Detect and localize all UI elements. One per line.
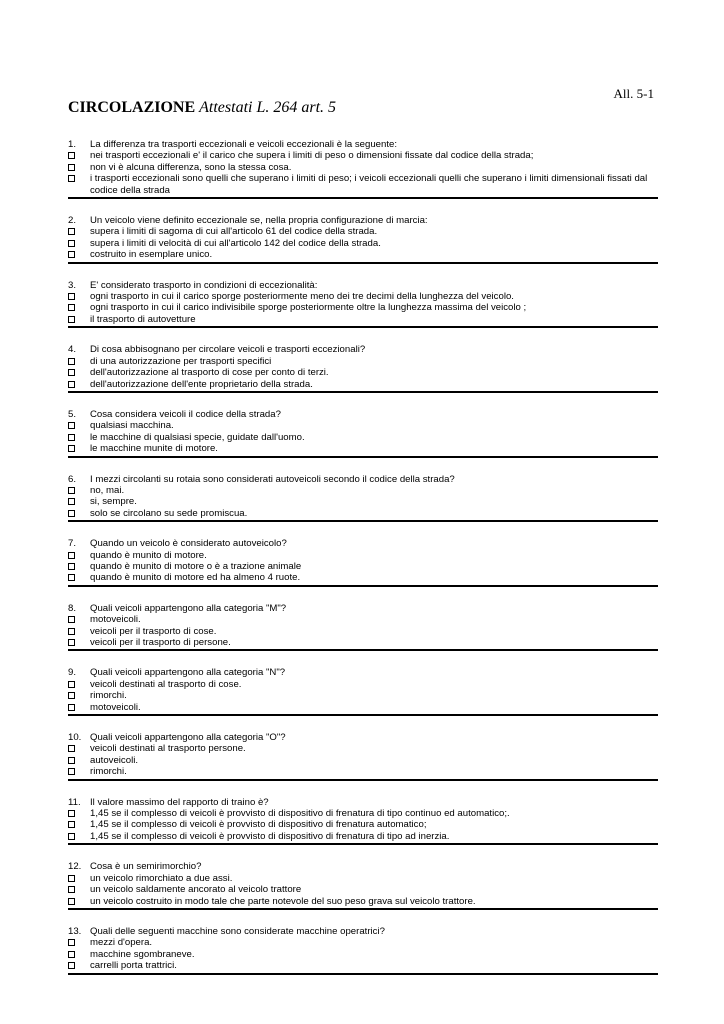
answer-checkbox[interactable] [68, 757, 75, 764]
question-line [68, 797, 658, 808]
answer-option [68, 679, 658, 690]
question-number: 6. [68, 473, 77, 485]
answer-checkbox[interactable] [68, 886, 75, 893]
question-item [68, 474, 658, 523]
answer-option [68, 819, 658, 830]
document-title [68, 99, 336, 117]
answer-option [68, 550, 658, 561]
answer-option [68, 496, 658, 507]
answer-text: dell'autorizzazione al trasporto di cose per conto di terzi. [90, 367, 329, 379]
answer-text: veicoli per il trasporto di persone. [90, 637, 231, 648]
answer-option [68, 162, 658, 173]
question-item [68, 861, 658, 910]
question-line [68, 344, 658, 355]
question-line [68, 667, 658, 678]
question-item [68, 667, 658, 716]
question-line [68, 926, 658, 937]
answer-checkbox[interactable] [68, 821, 75, 828]
answer-checkbox[interactable] [68, 704, 75, 711]
answer-option [68, 937, 658, 948]
question-line [68, 538, 658, 549]
answer-checkbox[interactable] [68, 422, 75, 429]
answer-option [68, 808, 658, 819]
answer-checkbox[interactable] [68, 498, 75, 505]
answer-text: quando è munito di motore ed ha almeno 4 ruote. [90, 572, 301, 584]
answer-checkbox[interactable] [68, 681, 75, 688]
answer-option [68, 379, 658, 390]
question-text: Quali veicoli appartengono alla categoria "M"? [90, 602, 287, 614]
answer-text: veicoli destinati al trasporto di cose. [90, 678, 242, 690]
question-number: 4. [68, 344, 77, 356]
question-text: Cosa è un semirimorchio? [90, 861, 202, 873]
answer-text: rimorchi. [90, 690, 127, 702]
question-number: 5. [68, 408, 77, 420]
answer-checkbox[interactable] [68, 745, 75, 752]
answer-checkbox[interactable] [68, 939, 75, 946]
answer-text: motoveicoli. [90, 701, 141, 713]
answer-text: il trasporto di autovetture [90, 313, 196, 325]
question-item [68, 139, 658, 199]
answer-checkbox[interactable] [68, 510, 75, 517]
answer-text: non vi è alcuna differenza, sono la stessa cosa. [90, 161, 292, 173]
answer-text: ogni trasporto in cui il carico sporge posteriormente meno dei tre decimi della lunghezza del veicolo. [90, 291, 514, 303]
answer-option [68, 873, 658, 884]
question-number: 7. [68, 538, 77, 550]
question-item [68, 732, 658, 781]
answer-option [68, 766, 658, 777]
answer-checkbox[interactable] [68, 445, 75, 452]
answer-text: si, sempre. [90, 496, 137, 508]
answer-text: 1,45 se il complesso di veicoli è provvisto di dispositivo di frenatura automatico; [90, 819, 427, 831]
question-text: Quali delle seguenti macchine sono considerate macchine operatrici? [90, 925, 385, 937]
answer-text: 1,45 se il complesso di veicoli è provvisto di dispositivo di frenatura di tipo continuo ed automatico;. [90, 808, 510, 820]
answer-option [68, 150, 658, 161]
answer-checkbox[interactable] [68, 768, 75, 775]
answer-checkbox[interactable] [68, 293, 75, 300]
answer-option [68, 755, 658, 766]
question-number: 2. [68, 215, 77, 227]
answer-text: veicoli destinati al trasporto persone. [90, 743, 246, 755]
answer-checkbox[interactable] [68, 240, 75, 247]
question-text: Quali veicoli appartengono alla categoria "N"? [90, 667, 286, 679]
answer-option [68, 314, 658, 325]
answer-checkbox[interactable] [68, 898, 75, 905]
answer-option [68, 226, 658, 237]
answer-option [68, 302, 658, 313]
answer-text: no, mai. [90, 484, 125, 496]
answer-checkbox[interactable] [68, 962, 75, 969]
question-text: Un veicolo viene definito eccezionale se, nella propria configurazione di marcia: [90, 215, 428, 227]
answer-option [68, 896, 658, 907]
answer-text: un veicolo saldamente ancorato al veicolo trattore [90, 884, 302, 896]
answer-option [68, 702, 658, 713]
answer-checkbox[interactable] [68, 381, 75, 388]
answer-text: autoveicoli. [90, 754, 138, 766]
answer-checkbox[interactable] [68, 369, 75, 376]
answer-option [68, 443, 658, 454]
answer-checkbox[interactable] [68, 574, 75, 581]
attachment-reference: All. 5-1 [613, 86, 654, 101]
answer-text: un veicolo rimorchiato a due assi. [90, 872, 233, 884]
question-text: I mezzi circolanti su rotaia sono considerati autoveicoli secondo il codice della strada? [90, 473, 455, 485]
question-text: Cosa considera veicoli il codice della strada? [90, 408, 281, 420]
answer-text: nei trasporti eccezionali e' il carico che supera i limiti di peso o dimensioni fissate dal codice della strada; [90, 150, 534, 162]
answer-text: 1,45 se il complesso di veicoli è provvisto di dispositivo di frenatura di tipo ad inerzia. [90, 830, 450, 842]
answer-text: supera i limiti di sagoma di cui all'articolo 61 del codice della strada. [90, 226, 378, 238]
question-item [68, 603, 658, 652]
answer-checkbox[interactable] [68, 175, 75, 182]
answer-text: solo se circolano su sede promiscua. [90, 507, 248, 519]
answer-text: i trasporti eccezionali sono quelli che superano i limiti di peso; i veicoli eccezionali quelli che superano i limiti dimensionali fissati dal codice della strada [90, 173, 648, 196]
question-number: 10. [68, 732, 82, 744]
answer-text: di una autorizzazione per trasporti specifici [90, 355, 272, 367]
answer-checkbox[interactable] [68, 358, 75, 365]
question-text: Il valore massimo del rapporto di traino è? [90, 796, 269, 808]
question-list [68, 139, 658, 991]
answer-text: un veicolo costruito in modo tale che parte notevole del suo peso grava sul veicolo trattore. [90, 895, 476, 907]
question-item [68, 344, 658, 393]
answer-checkbox[interactable] [68, 563, 75, 570]
answer-checkbox[interactable] [68, 251, 75, 258]
question-number: 11. [68, 796, 81, 808]
answer-text: qualsiasi macchina. [90, 420, 174, 432]
question-item [68, 538, 658, 587]
answer-text: le macchine munite di motore. [90, 443, 218, 455]
answer-text: ogni trasporto in cui il carico indivisibile sporge posteriormente oltre la lunghezza massima del veicolo ; [90, 302, 527, 314]
question-item [68, 926, 658, 975]
answer-checkbox[interactable] [68, 833, 75, 840]
question-number: 8. [68, 602, 77, 614]
question-line [68, 280, 658, 291]
answer-option [68, 561, 658, 572]
answer-option [68, 356, 658, 367]
question-line [68, 732, 658, 743]
answer-option [68, 572, 658, 583]
answer-text: dell'autorizzazione dell'ente proprietario della strada. [90, 378, 313, 390]
question-item [68, 409, 658, 458]
answer-option [68, 238, 658, 249]
answer-text: mezzi d'opera. [90, 937, 153, 949]
answer-option [68, 690, 658, 701]
question-text: Quali veicoli appartengono alla categoria "O"? [90, 732, 286, 744]
answer-option [68, 485, 658, 496]
title-main: CIRCOLAZIONE [68, 99, 196, 116]
answer-text: supera i limiti di velocità di cui all'articolo 142 del codice della strada. [90, 237, 381, 249]
answer-text: motoveicoli. [90, 614, 141, 626]
answer-checkbox[interactable] [68, 628, 75, 635]
question-line [68, 409, 658, 420]
answer-checkbox[interactable] [68, 316, 75, 323]
answer-option [68, 420, 658, 431]
answer-option [68, 614, 658, 625]
question-number: 1. [68, 139, 77, 150]
answer-checkbox[interactable] [68, 434, 75, 441]
answer-option [68, 432, 658, 443]
answer-option [68, 291, 658, 302]
answer-checkbox[interactable] [68, 951, 75, 958]
question-item [68, 797, 658, 846]
answer-text: veicoli per il trasporto di cose. [90, 625, 217, 637]
question-line [68, 861, 658, 872]
answer-checkbox[interactable] [68, 692, 75, 699]
answer-option [68, 173, 658, 196]
answer-text: costruito in esemplare unico. [90, 249, 213, 261]
question-text: La differenza tra trasporti eccezionali e veicoli eccezionali è la seguente: [90, 139, 397, 150]
answer-checkbox[interactable] [68, 164, 75, 171]
answer-option [68, 508, 658, 519]
title-subtitle: Attestati L. 264 art. 5 [199, 99, 337, 116]
answer-option [68, 949, 658, 960]
answer-option [68, 743, 658, 754]
question-line [68, 139, 658, 150]
answer-text: quando è munito di motore. [90, 549, 207, 561]
answer-text: rimorchi. [90, 766, 127, 778]
answer-option [68, 637, 658, 648]
answer-text: quando è munito di motore o è a trazione animale [90, 560, 302, 572]
question-item [68, 215, 658, 264]
answer-text: le macchine di qualsiasi specie, guidate dall'uomo. [90, 431, 305, 443]
answer-checkbox[interactable] [68, 152, 75, 159]
answer-checkbox[interactable] [68, 552, 75, 559]
question-number: 9. [68, 667, 77, 679]
question-line [68, 215, 658, 226]
question-line [68, 603, 658, 614]
question-text: E' considerato trasporto in condizioni di eccezionalità: [90, 279, 318, 291]
answer-option [68, 249, 658, 260]
question-text: Quando un veicolo è considerato autoveicolo? [90, 538, 287, 550]
answer-checkbox[interactable] [68, 875, 75, 882]
answer-checkbox[interactable] [68, 616, 75, 623]
question-line [68, 474, 658, 485]
answer-checkbox[interactable] [68, 304, 75, 311]
question-item [68, 280, 658, 329]
answer-option [68, 884, 658, 895]
answer-checkbox[interactable] [68, 639, 75, 646]
answer-checkbox[interactable] [68, 487, 75, 494]
answer-checkbox[interactable] [68, 810, 75, 817]
question-number: 12. [68, 861, 82, 873]
answer-option [68, 626, 658, 637]
answer-option [68, 960, 658, 971]
answer-checkbox[interactable] [68, 228, 75, 235]
answer-option [68, 367, 658, 378]
answer-text: carrelli porta trattrici. [90, 960, 177, 972]
question-number: 3. [68, 279, 77, 291]
question-text: Di cosa abbisognano per circolare veicoli e trasporti eccezionali? [90, 344, 366, 356]
question-number: 13. [68, 925, 82, 937]
answer-text: macchine sgombraneve. [90, 948, 195, 960]
answer-option [68, 831, 658, 842]
